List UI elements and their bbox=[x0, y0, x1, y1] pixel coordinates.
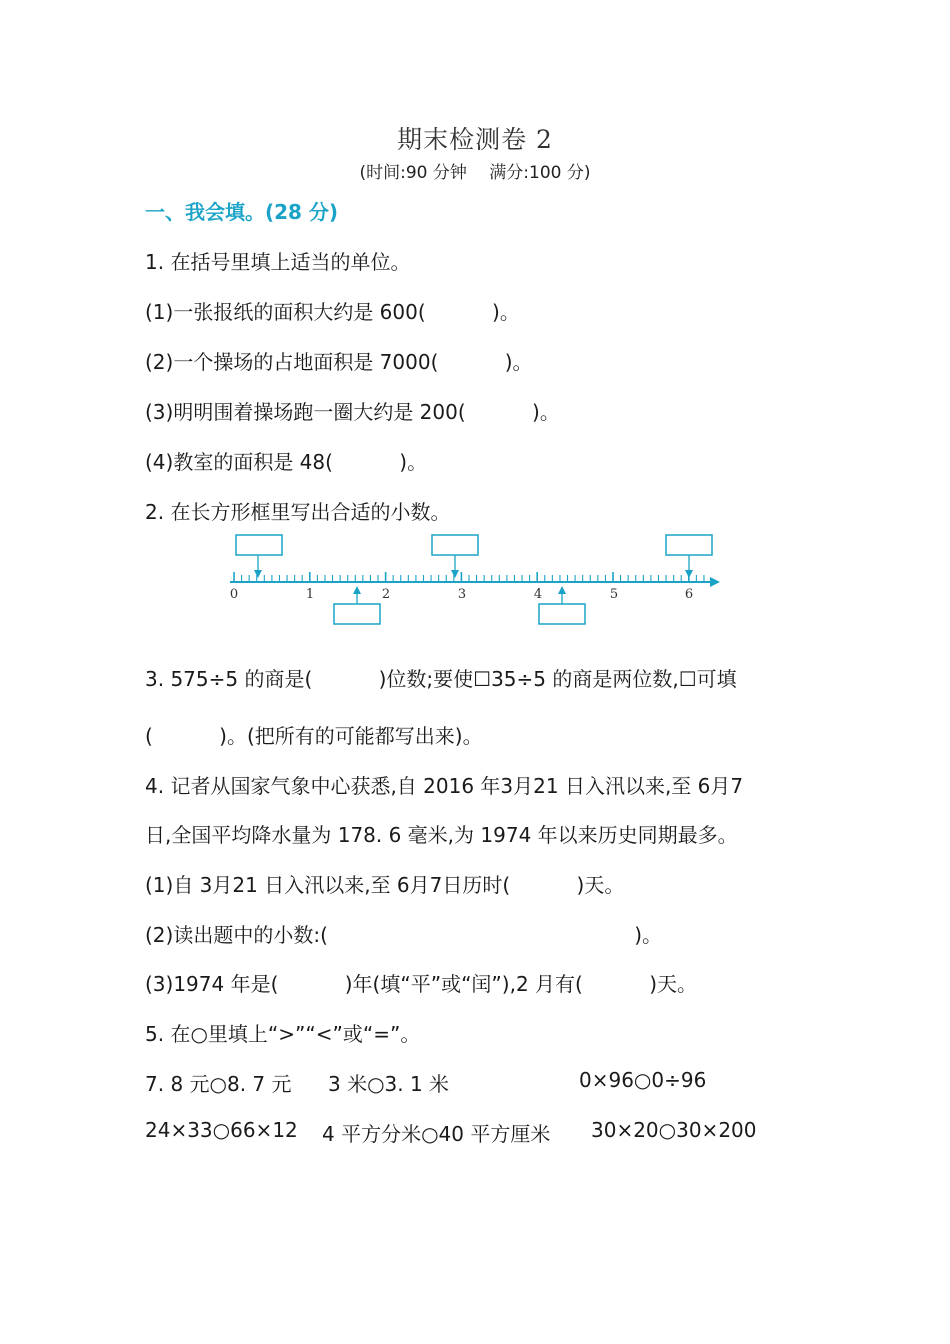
question-5-stem: 5. 在○里填上“>”“<”或“=”。 bbox=[145, 1022, 421, 1046]
question-4-item-3: (3)1974 年是( )年(填“平”或“闰”),2 月有( )天。 bbox=[145, 972, 698, 996]
question-3-line-1: 3. 575÷5 的商是( )位数;要使☐35÷5 的商是两位数,☐可填 bbox=[145, 667, 737, 691]
page-title: 期末检测卷 2 bbox=[397, 125, 553, 154]
question-2-stem: 2. 在长方形框里写出合适的小数。 bbox=[145, 500, 451, 524]
answer-box-4 bbox=[334, 604, 380, 624]
question-4-line-1: 4. 记者从国家气象中心获悉,自 2016 年3月21 日入汛以来,至 6月7 bbox=[145, 774, 744, 798]
answer-box-1 bbox=[236, 535, 282, 555]
exam-info: (时间:90 分钟 满分:100 分) bbox=[359, 163, 591, 183]
question-4-item-2: (2)读出题中的小数:( )。 bbox=[145, 923, 663, 947]
tick-label-3: 3 bbox=[457, 587, 467, 602]
question-4-item-1: (1)自 3月21 日入汛以来,至 6月7日历时( )天。 bbox=[145, 873, 625, 897]
question-3-line-2: ( )。(把所有的可能都写出来)。 bbox=[145, 724, 483, 748]
answer-box-2 bbox=[432, 535, 478, 555]
number-line-ticks bbox=[234, 572, 704, 582]
tick-label-4: 4 bbox=[533, 587, 543, 602]
section-heading: 一、我会填。(28 分) bbox=[145, 200, 339, 224]
compare-item: 0×96○0÷96 bbox=[579, 1068, 707, 1092]
compare-item: 30×20○30×200 bbox=[591, 1118, 757, 1142]
question-1-item-4: (4)教室的面积是 48( )。 bbox=[145, 450, 428, 474]
compare-item: 3 米○3. 1 米 bbox=[328, 1072, 450, 1096]
question-1-item-2: (2)一个操场的占地面积是 7000( )。 bbox=[145, 350, 533, 374]
compare-item: 4 平方分米○40 平方厘米 bbox=[322, 1122, 551, 1146]
tick-label-0: 0 bbox=[229, 587, 239, 602]
compare-item: 7. 8 元○8. 7 元 bbox=[145, 1072, 292, 1096]
tick-label-6: 6 bbox=[684, 587, 694, 602]
compare-item: 24×33○66×12 bbox=[145, 1118, 298, 1142]
question-1-item-3: (3)明明围着操场跑一圈大约是 200( )。 bbox=[145, 400, 560, 424]
tick-label-1: 1 bbox=[305, 587, 315, 602]
question-1-item-1: (1)一张报纸的面积大约是 600( )。 bbox=[145, 300, 520, 324]
tick-label-2: 2 bbox=[381, 587, 391, 602]
number-line-arrowhead bbox=[710, 577, 720, 587]
question-1-stem: 1. 在括号里填上适当的单位。 bbox=[145, 250, 411, 274]
answer-box-5 bbox=[539, 604, 585, 624]
tick-label-5: 5 bbox=[609, 587, 619, 602]
answer-box-3 bbox=[666, 535, 712, 555]
question-4-line-2: 日,全国平均降水量为 178. 6 毫米,为 1974 年以来历史同期最多。 bbox=[145, 823, 738, 847]
